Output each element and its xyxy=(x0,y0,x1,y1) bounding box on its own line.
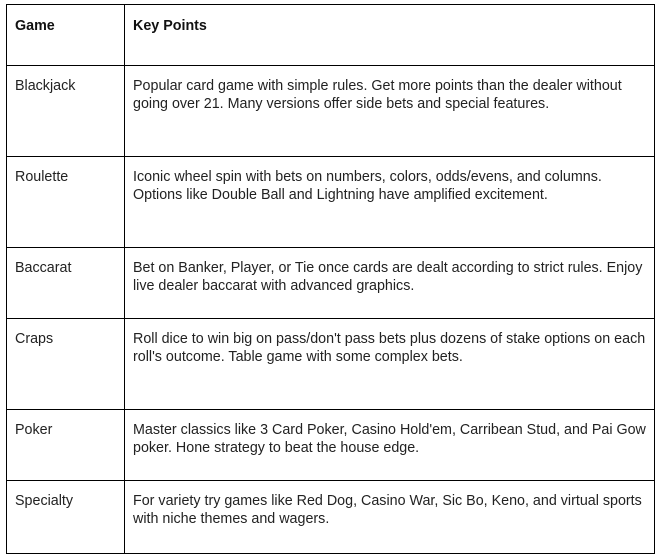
game-cell: Poker xyxy=(7,410,125,481)
column-header-key-points: Key Points xyxy=(125,5,655,66)
table-row xyxy=(7,319,655,410)
game-cell: Craps xyxy=(7,319,125,410)
games-table xyxy=(6,4,655,554)
game-cell: Baccarat xyxy=(7,248,125,319)
game-cell: Blackjack xyxy=(7,66,125,157)
table-row xyxy=(7,481,655,554)
table-row xyxy=(7,66,655,157)
table-header-row xyxy=(7,5,655,66)
game-cell: Specialty xyxy=(7,481,125,554)
key-points-cell: Roll dice to win big on pass/don't pass bets plus dozens of stake options on each roll's outcome. Table game with some complex bets. xyxy=(125,319,655,410)
table-row xyxy=(7,248,655,319)
game-cell: Roulette xyxy=(7,157,125,248)
column-header-game: Game xyxy=(7,5,125,66)
table-row xyxy=(7,157,655,248)
key-points-cell: For variety try games like Red Dog, Casino War, Sic Bo, Keno, and virtual sports with niche themes and wagers. xyxy=(125,481,655,554)
key-points-cell: Bet on Banker, Player, or Tie once cards are dealt according to strict rules. Enjoy live dealer baccarat with advanced graphics. xyxy=(125,248,655,319)
key-points-cell: Popular card game with simple rules. Get more points than the dealer without going over 21. Many versions offer side bets and special features. xyxy=(125,66,655,157)
key-points-cell: Master classics like 3 Card Poker, Casino Hold'em, Carribean Stud, and Pai Gow poker. Hone strategy to beat the house edge. xyxy=(125,410,655,481)
key-points-cell: Iconic wheel spin with bets on numbers, colors, odds/evens, and columns. Options like Double Ball and Lightning have amplified excitement. xyxy=(125,157,655,248)
table-row xyxy=(7,410,655,481)
